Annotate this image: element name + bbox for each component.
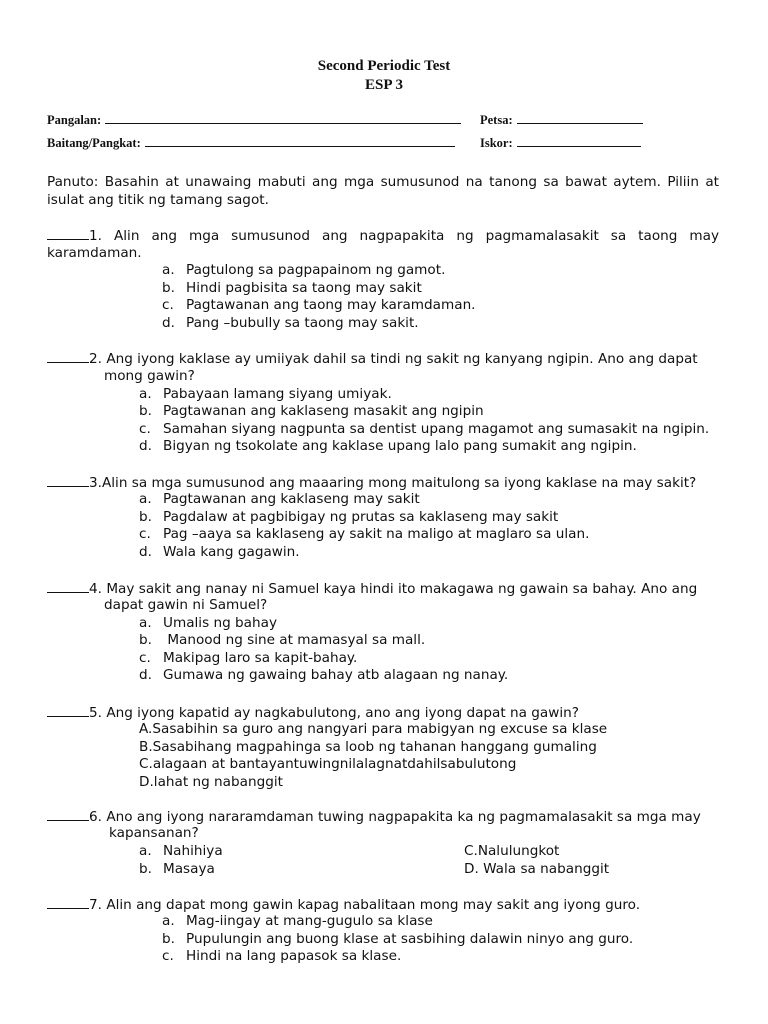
question-text: Alin ang mga sumusunod ang nagpapakita ng pagmamalasakit sa taong may bbox=[113, 228, 720, 244]
option-d bbox=[139, 544, 300, 562]
option-text: Masaya bbox=[163, 861, 215, 877]
option-text: Pagdalaw at pagbibigay ng prutas sa kaklaseng may sakit bbox=[163, 509, 559, 525]
pangalan-line[interactable] bbox=[105, 111, 461, 124]
option-text: Pagtawanan ang kaklaseng masakit ang ngipin bbox=[163, 403, 484, 419]
option-c bbox=[139, 650, 357, 668]
option-b bbox=[139, 403, 484, 421]
question-number: 2. bbox=[89, 351, 102, 367]
option-letter: d. bbox=[139, 544, 152, 560]
question-number: 1. bbox=[89, 228, 102, 244]
option-letter: d. bbox=[162, 315, 175, 331]
option-letter: c. bbox=[162, 297, 174, 313]
question-text: May sakit ang nanay ni Samuel kaya hindi ito makagawa ng gawain sa bahay. Ano ang bbox=[106, 581, 698, 597]
option-b bbox=[139, 861, 215, 879]
question-5 bbox=[47, 704, 579, 723]
option-text: Pagtulong sa pagpapainom ng gamot. bbox=[186, 262, 446, 278]
question-number: 6. bbox=[89, 809, 102, 825]
option-letter: c. bbox=[162, 948, 174, 964]
option-letter: a. bbox=[139, 386, 152, 402]
option-letter: b. bbox=[139, 403, 152, 419]
iskor-field bbox=[480, 134, 641, 151]
question-text-cont: mong gawin? bbox=[104, 368, 195, 384]
option-letter: a. bbox=[139, 615, 152, 631]
answer-blank[interactable] bbox=[47, 227, 89, 240]
answer-blank[interactable] bbox=[47, 704, 89, 717]
option-text: Makipag laro sa kapit-bahay. bbox=[163, 650, 358, 666]
petsa-field bbox=[480, 111, 643, 128]
question-text: Ang iyong kapatid ay nagkabulutong, ano ang iyong dapat na gawin? bbox=[106, 705, 579, 721]
question-number: 5. bbox=[89, 705, 102, 721]
answer-blank[interactable] bbox=[47, 896, 89, 909]
option-b bbox=[162, 280, 422, 298]
option-text: Manood ng sine at mamasyal sa mall. bbox=[163, 632, 426, 648]
iskor-label: Iskor: bbox=[480, 136, 513, 150]
option-c bbox=[139, 526, 589, 544]
option-a bbox=[139, 843, 223, 861]
baitang-line[interactable] bbox=[145, 134, 455, 147]
pangalan-label: Pangalan: bbox=[47, 113, 102, 127]
question-text: Alin ang dapat mong gawin kapag nabalitaan mong may sakit ang iyong guro. bbox=[106, 897, 641, 913]
option-text: Pagtawanan ang kaklaseng may sakit bbox=[163, 491, 420, 507]
option-a bbox=[162, 913, 433, 931]
iskor-line[interactable] bbox=[517, 134, 641, 147]
option-text: Pang –bubully sa taong may sakit. bbox=[186, 315, 419, 331]
option-a bbox=[162, 262, 445, 280]
question-3 bbox=[47, 474, 696, 493]
option-letter: a. bbox=[139, 491, 152, 507]
question-2 bbox=[47, 350, 698, 369]
option-text: Pagtawanan ang taong may karamdaman. bbox=[186, 297, 476, 313]
option-b bbox=[139, 509, 558, 527]
question-number: 3. bbox=[89, 475, 102, 491]
option-letter: b. bbox=[139, 632, 152, 648]
option-d bbox=[162, 315, 419, 333]
baitang-field bbox=[47, 134, 455, 151]
petsa-label: Petsa: bbox=[480, 113, 513, 127]
option-d: D. Wala sa nabanggit bbox=[464, 861, 610, 877]
option-text: Mag-iingay at mang-gugulo sa klase bbox=[186, 913, 433, 929]
option-d bbox=[139, 667, 508, 685]
option-letter: b. bbox=[139, 861, 152, 877]
question-4 bbox=[47, 580, 697, 599]
option-b bbox=[139, 632, 425, 650]
option-text: Hindi na lang papasok sa klase. bbox=[186, 948, 402, 964]
question-6 bbox=[47, 808, 701, 827]
answer-blank[interactable] bbox=[47, 580, 89, 593]
instructions-line-1: Panuto: Basahin at unawaing mabuti ang mga sumusunod na tanong sa bawat aytem. Piliin at bbox=[47, 174, 719, 190]
question-number: 7. bbox=[89, 897, 102, 913]
option-d bbox=[139, 438, 637, 456]
instructions-line-2: isulat ang titik ng tamang sagot. bbox=[47, 192, 269, 208]
option-a bbox=[139, 491, 420, 509]
question-text-cont: dapat gawin ni Samuel? bbox=[104, 597, 268, 613]
option-c bbox=[162, 297, 476, 315]
option-text: Wala kang gagawin. bbox=[163, 544, 300, 560]
option-text: Bigyan ng tsokolate ang kaklase upang lalo pang sumakit ang ngipin. bbox=[163, 438, 637, 454]
option-text: Umalis ng bahay bbox=[163, 615, 277, 631]
question-text: Ano ang iyong nararamdaman tuwing nagpapakita ka ng pagmamalasakit sa mga may bbox=[106, 809, 701, 825]
option-letter: c. bbox=[139, 421, 151, 437]
option-letter: c. bbox=[139, 650, 151, 666]
option-text: Pag –aaya sa kaklaseng ay sakit na maligo at maglaro sa ulan. bbox=[163, 526, 590, 542]
test-subject: ESP 3 bbox=[365, 77, 403, 93]
petsa-line[interactable] bbox=[517, 111, 643, 124]
option-c: C.Nalulungkot bbox=[464, 843, 560, 859]
question-text-cont: kapansanan? bbox=[109, 825, 199, 841]
question-number: 4. bbox=[89, 581, 102, 597]
option-text: Nahihiya bbox=[163, 843, 223, 859]
option-a: A.Sasabihin sa guro ang nangyari para mabigyan ng excuse sa klase bbox=[139, 721, 608, 737]
option-letter: c. bbox=[139, 526, 151, 542]
option-letter: b. bbox=[139, 509, 152, 525]
option-letter: b. bbox=[162, 280, 175, 296]
test-title: Second Periodic Test bbox=[317, 58, 451, 74]
option-b: B.Sasabihang magpahinga sa loob ng tahanan hanggang gumaling bbox=[139, 739, 597, 755]
option-text: Pabayaan lamang siyang umiyak. bbox=[163, 386, 392, 402]
question-text: Ang iyong kaklase ay umiiyak dahil sa tindi ng sakit ng kanyang ngipin. Ano ang dapat bbox=[106, 351, 698, 367]
option-c bbox=[139, 421, 709, 439]
option-letter: a. bbox=[139, 843, 152, 859]
option-text: Pupulungin ang buong klase at sasbihing dalawin ninyo ang guro. bbox=[186, 931, 634, 947]
pangalan-field bbox=[47, 111, 461, 128]
option-letter: a. bbox=[162, 913, 175, 929]
option-letter: d. bbox=[139, 438, 152, 454]
option-text: Hindi pagbisita sa taong may sakit bbox=[186, 280, 422, 296]
option-a bbox=[139, 386, 392, 404]
baitang-label: Baitang/Pangkat: bbox=[47, 136, 141, 150]
option-letter: b. bbox=[162, 931, 175, 947]
question-text-cont: karamdaman. bbox=[47, 245, 142, 261]
option-c bbox=[162, 948, 401, 966]
question-7 bbox=[47, 896, 640, 915]
option-d: D.lahat ng nabanggit bbox=[139, 774, 283, 790]
option-text: Gumawa ng gawaing bahay atb alagaan ng nanay. bbox=[163, 667, 509, 683]
answer-blank[interactable] bbox=[47, 474, 89, 487]
option-letter: d. bbox=[139, 667, 152, 683]
option-letter: a. bbox=[162, 262, 175, 278]
answer-blank[interactable] bbox=[47, 350, 89, 363]
option-c: C.alagaan at bantayantuwingnilalagnatdahilsabulutong bbox=[139, 756, 517, 772]
answer-blank[interactable] bbox=[47, 808, 89, 821]
option-text: Samahan siyang nagpunta sa dentist upang magamot ang sumasakit na ngipin. bbox=[163, 421, 710, 437]
option-a bbox=[139, 615, 277, 633]
option-b bbox=[162, 931, 633, 949]
question-text: Alin sa mga sumusunod ang maaaring mong maitulong sa iyong kaklase na may sakit? bbox=[101, 475, 697, 491]
question-1 bbox=[47, 227, 719, 246]
